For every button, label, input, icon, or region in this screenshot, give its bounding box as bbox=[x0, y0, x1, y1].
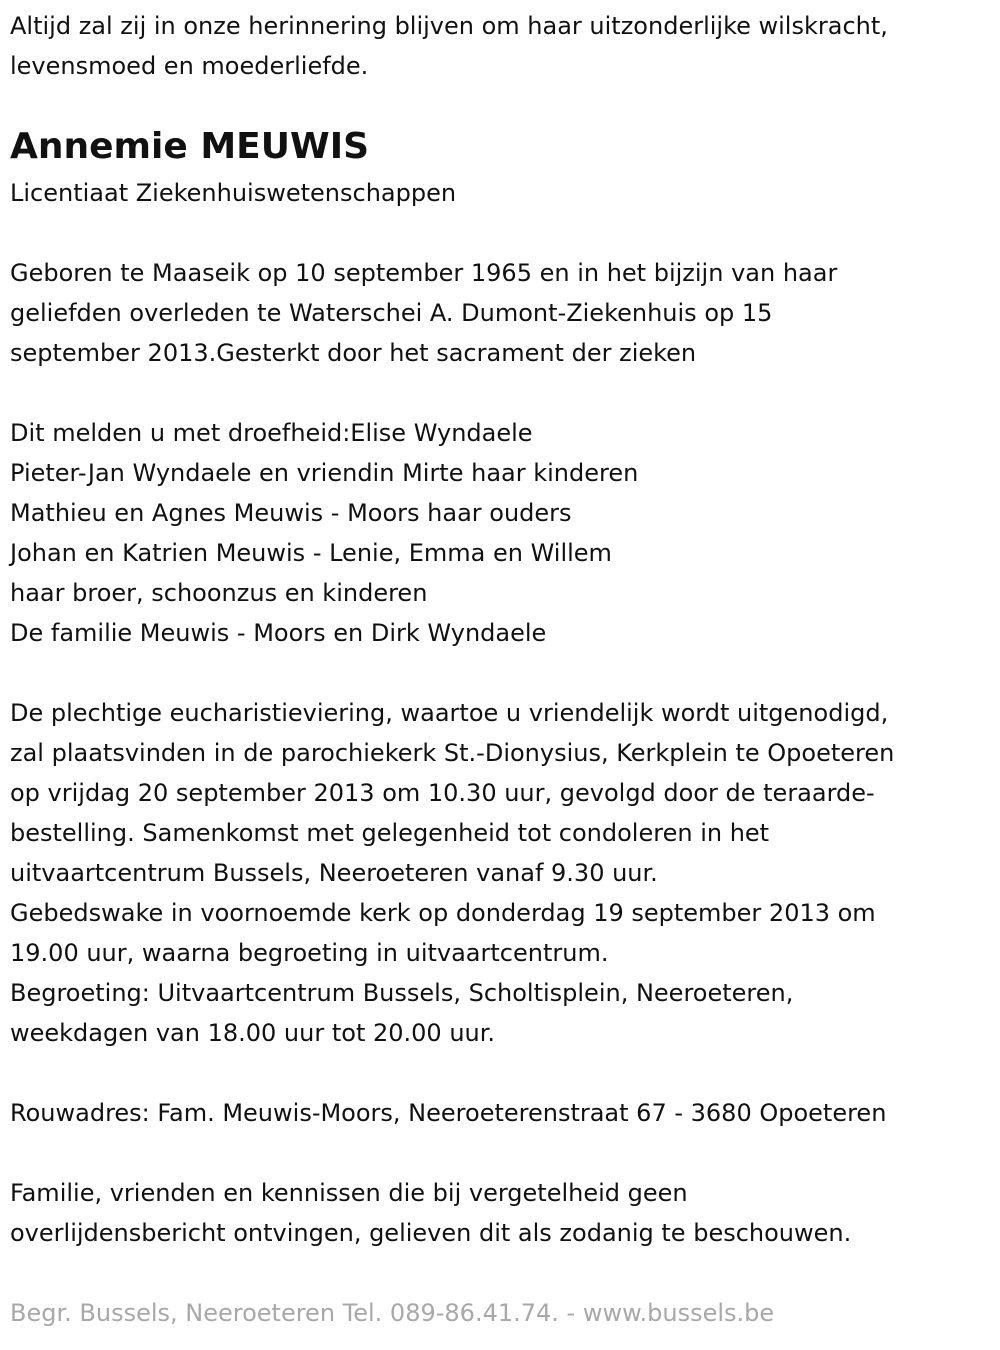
birth-death-paragraph bbox=[10, 253, 837, 373]
family-announcement bbox=[10, 413, 638, 653]
deceased-title: Licentiaat Ziekenhuiswetenschappen bbox=[10, 179, 457, 207]
notice-line: overlijdensbericht ontvingen, gelieven dit als zodanig te beschouwen. bbox=[10, 1219, 852, 1247]
service-line: bestelling. Samenkomst met gelegenheid tot condoleren in het bbox=[10, 819, 770, 847]
service-line: zal plaatsvinden in de parochiekerk St.-Dionysius, Kerkplein te Opoeteren bbox=[10, 739, 895, 767]
birth-line: september 2013.Gesterkt door het sacrament der zieken bbox=[10, 339, 697, 367]
service-line: weekdagen van 18.00 uur tot 20.00 uur. bbox=[10, 1019, 496, 1047]
family-line: Pieter-Jan Wyndaele en vriendin Mirte haar kinderen bbox=[10, 459, 639, 487]
deceased-name: Annemie MEUWIS bbox=[10, 126, 370, 167]
funeral-service-paragraph bbox=[10, 693, 894, 1053]
family-line: Mathieu en Agnes Meuwis - Moors haar ouders bbox=[10, 499, 572, 527]
funeral-home-footer: Begr. Bussels, Neeroeteren Tel. 089-86.41.74. - www.bussels.be bbox=[10, 1299, 775, 1327]
intro-text bbox=[10, 6, 888, 86]
service-line: De plechtige eucharistieviering, waartoe u vriendelijk wordt uitgenodigd, bbox=[10, 699, 889, 727]
mourning-address: Rouwadres: Fam. Meuwis-Moors, Neeroeterenstraat 67 - 3680 Opoeteren bbox=[10, 1099, 887, 1127]
intro-line: levensmoed en moederliefde. bbox=[10, 52, 369, 80]
service-line: op vrijdag 20 september 2013 om 10.30 uur, gevolgd door de teraarde- bbox=[10, 779, 875, 807]
intro-line: Altijd zal zij in onze herinnering blijven om haar uitzonderlijke wilskracht, bbox=[10, 12, 888, 40]
birth-line: geliefden overleden te Waterschei A. Dumont-Ziekenhuis op 15 bbox=[10, 299, 773, 327]
family-line: Dit melden u met droefheid:Elise Wyndaele bbox=[10, 419, 533, 447]
service-line: Gebedswake in voornoemde kerk op donderdag 19 september 2013 om bbox=[10, 899, 876, 927]
service-line: Begroeting: Uitvaartcentrum Bussels, Scholtisplein, Neeroeteren, bbox=[10, 979, 794, 1007]
family-line: De familie Meuwis - Moors en Dirk Wyndaele bbox=[10, 619, 547, 647]
birth-line: Geboren te Maaseik op 10 september 1965 en in het bijzijn van haar bbox=[10, 259, 838, 287]
service-line: uitvaartcentrum Bussels, Neeroeteren vanaf 9.30 uur. bbox=[10, 859, 658, 887]
family-line: haar broer, schoonzus en kinderen bbox=[10, 579, 428, 607]
service-line: 19.00 uur, waarna begroeting in uitvaartcentrum. bbox=[10, 939, 609, 967]
notice-line: Familie, vrienden en kennissen die bij vergetelheid geen bbox=[10, 1179, 688, 1207]
family-line: Johan en Katrien Meuwis - Lenie, Emma en Willem bbox=[10, 539, 612, 567]
notice-paragraph bbox=[10, 1173, 851, 1253]
